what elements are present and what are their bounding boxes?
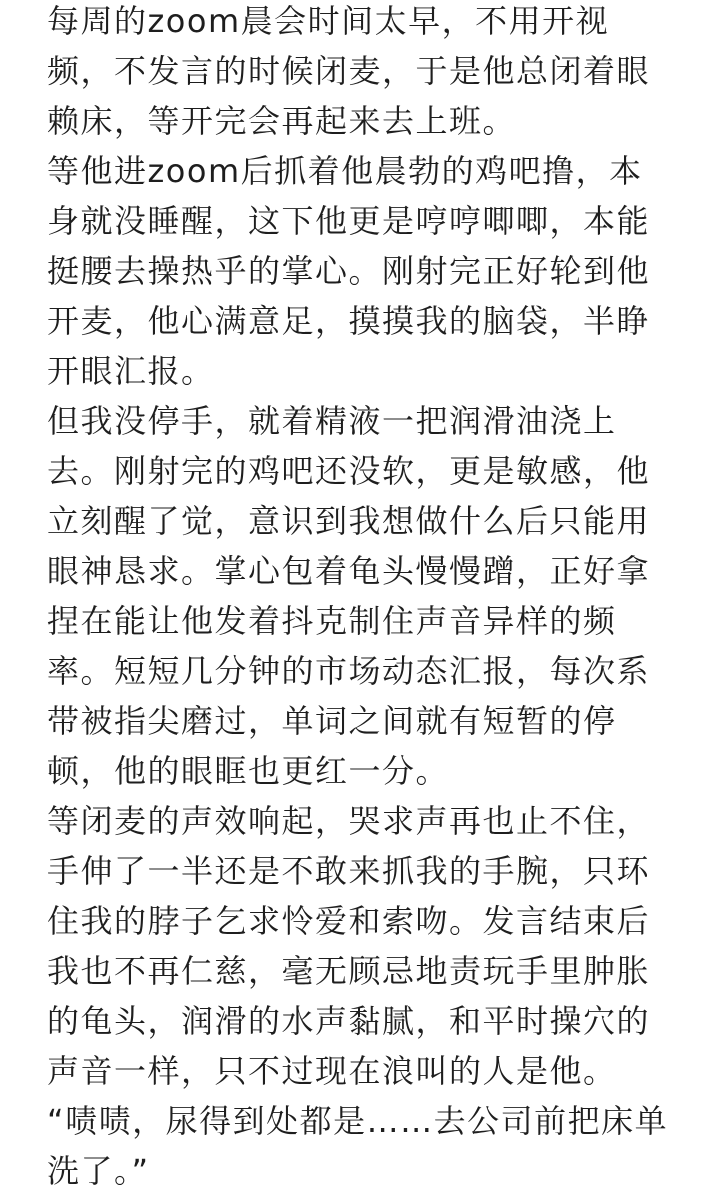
text-line: 我也不再仁慈，毫无顾忌地责玩手里肿胀 <box>47 952 651 990</box>
text-line: 声音一样，只不过现在浪叫的人是他。 <box>47 1052 617 1090</box>
text-line: 每周的zoom晨会时间太早，不用开视 <box>47 2 610 40</box>
text-line: 住我的脖子乞求怜爱和索吻。发言结束后 <box>47 902 651 940</box>
text-line: 身就没睡醒，这下他更是哼哼唧唧，本能 <box>47 202 651 240</box>
text-line: 眼神恳求。掌心包着龟头慢慢蹭，正好拿 <box>47 552 651 590</box>
text-line: 捏在能让他发着抖克制住声音异样的频 <box>47 602 617 640</box>
text-line: 但我没停手，就着精液一把润滑油浇上 <box>47 402 617 440</box>
text-line: 开麦，他心满意足，摸摸我的脑袋，半睁 <box>47 302 651 340</box>
text-line: 带被指尖磨过，单词之间就有短暂的停 <box>47 702 617 740</box>
text-line: 率。短短几分钟的市场动态汇报，每次系 <box>47 652 651 690</box>
text-line: 频，不发言的时候闭麦，于是他总闭着眼 <box>47 52 651 90</box>
text-line: 洗了。” <box>47 1152 150 1190</box>
text-line: 立刻醒了觉，意识到我想做什么后只能用 <box>47 502 651 540</box>
text-line: 去。刚射完的鸡吧还没软，更是敏感，他 <box>47 452 651 490</box>
text-line: 赖床，等开完会再起来去上班。 <box>47 102 517 140</box>
text-line: 顿，他的眼眶也更红一分。 <box>47 752 450 790</box>
article-text <box>47 0 687 1196</box>
text-line: 等他进zoom后抓着他晨勃的鸡吧撸，本 <box>47 152 643 190</box>
text-line: 手伸了一半还是不敢来抓我的手腕，只环 <box>47 852 651 890</box>
text-line: 开眼汇报。 <box>47 352 215 390</box>
text-line: 等闭麦的声效响起，哭求声再也止不住， <box>47 802 651 840</box>
text-line: “啧啧，尿得到处都是……去公司前把床单 <box>47 1102 669 1140</box>
text-line: 挺腰去操热乎的掌心。刚射完正好轮到他 <box>47 252 651 290</box>
text-line: 的龟头，润滑的水声黏腻，和平时操穴的 <box>47 1002 651 1040</box>
